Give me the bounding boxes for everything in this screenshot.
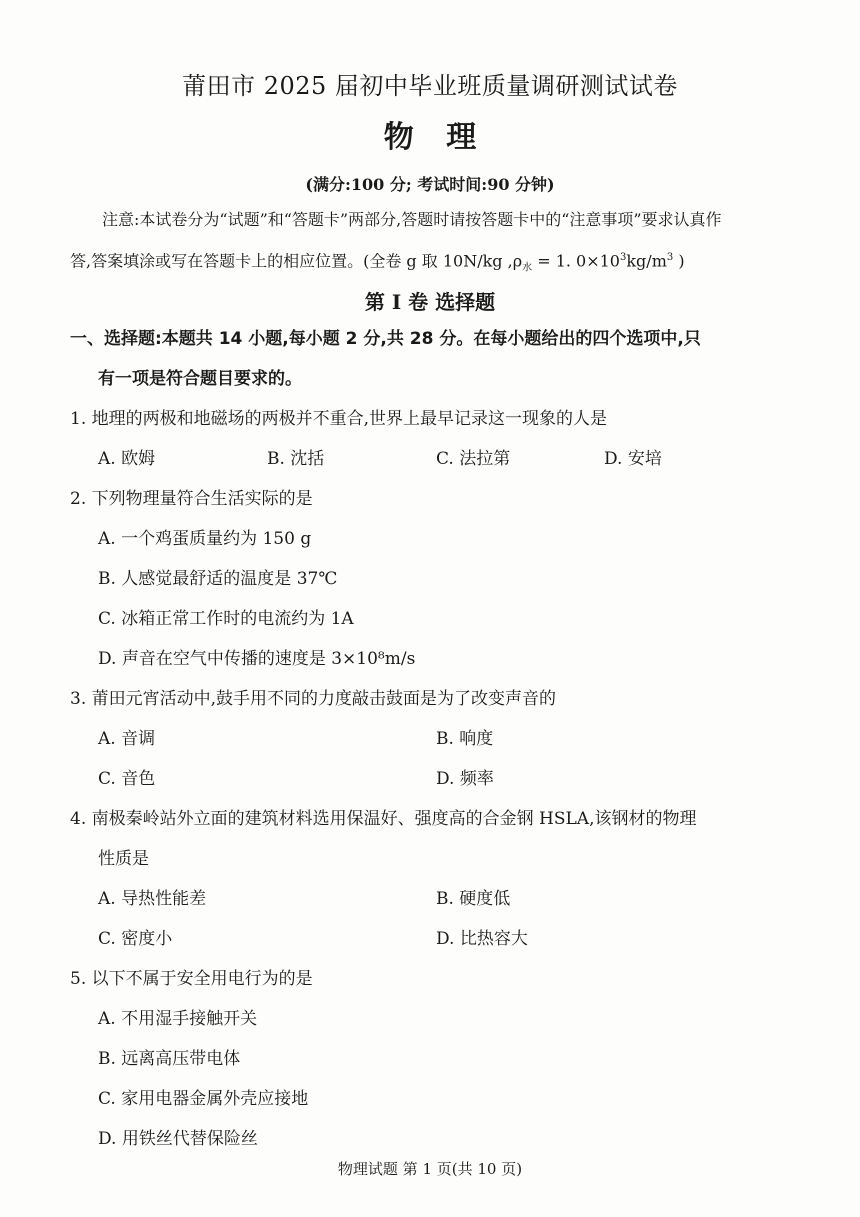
notice-line-2-prefix: 答,答案填涂或写在答题卡上的相应位置。(全卷 g 取 10N/kg ,ρ — [70, 251, 523, 271]
exam-meta: (满分:100 分; 考试时间:90 分钟) — [305, 175, 555, 194]
question-1-option-b: B. 沈括 — [267, 449, 325, 469]
notice-rho-subscript: 水 — [522, 262, 533, 274]
notice-line-2 — [70, 248, 792, 279]
question-4-stem-line-1: 4. 南极秦岭站外立面的建筑材料选用保温好、强度高的合金钢 HSLA,该钢材的物理 — [70, 809, 697, 829]
question-3-stem: 3. 莆田元宵活动中,鼓手用不同的力度敲击鼓面是为了改变声音的 — [70, 689, 557, 709]
page-footer: 物理试题 第 1 页(共 10 页) — [337, 1160, 523, 1178]
part-instruction-line-1: 一、选择题:本题共 14 小题,每小题 2 分,共 28 分。在每小题给出的四个选项中,只 — [70, 329, 701, 349]
question-2-option-d: D. 声音在空气中传播的速度是 3×10⁸m/s — [98, 649, 416, 669]
question-4-option-c: C. 密度小 — [98, 929, 173, 949]
notice-line-2-mid: = 1. 0×10 — [532, 251, 620, 271]
notice-unit: kg/m — [626, 251, 667, 271]
question-1-stem: 1. 地理的两极和地磁场的两极并不重合,世界上最早记录这一现象的人是 — [70, 409, 608, 429]
question-2-option-a: A. 一个鸡蛋质量约为 150 g — [98, 529, 312, 549]
notice-unit-exponent: 3 — [666, 252, 674, 263]
question-5-option-d: D. 用铁丝代替保险丝 — [98, 1129, 258, 1149]
question-5-option-a: A. 不用湿手接触开关 — [98, 1009, 258, 1029]
notice-line-2-end: ) — [673, 251, 685, 271]
section-heading: 第 I 卷 选择题 — [364, 290, 496, 314]
notice-line-1: 注意:本试卷分为“试题”和“答题卡”两部分,答题时请按答题卡中的“注意事项”要求认真作 — [102, 210, 722, 229]
question-1-option-a: A. 欧姆 — [98, 449, 156, 469]
question-1-option-d: D. 安培 — [604, 449, 662, 469]
question-5-option-b: B. 远离高压带电体 — [98, 1049, 241, 1069]
question-3-option-b: B. 响度 — [436, 729, 494, 749]
question-4-stem-line-2: 性质是 — [98, 849, 149, 869]
question-5-stem: 5. 以下不属于安全用电行为的是 — [70, 969, 313, 989]
question-1-option-c: C. 法拉第 — [436, 449, 511, 469]
exam-title: 莆田市 2025 届初中毕业班质量调研测试试卷 — [182, 72, 678, 100]
subject-title: 物 理 — [383, 120, 477, 155]
question-2-stem: 2. 下列物理量符合生活实际的是 — [70, 489, 313, 509]
notice-exponent: 3 — [619, 252, 627, 263]
question-3-option-a: A. 音调 — [98, 729, 156, 749]
question-2-option-c: C. 冰箱正常工作时的电流约为 1A — [98, 609, 354, 629]
question-4-option-d: D. 比热容大 — [436, 929, 528, 949]
question-3-option-d: D. 频率 — [436, 769, 494, 789]
question-4-option-a: A. 导热性能差 — [98, 889, 207, 909]
part-instruction-line-2: 有一项是符合题目要求的。 — [98, 369, 302, 389]
question-2-option-b: B. 人感觉最舒适的温度是 37℃ — [98, 569, 338, 589]
question-5-option-c: C. 家用电器金属外壳应接地 — [98, 1089, 309, 1109]
question-4-option-b: B. 硬度低 — [436, 889, 511, 909]
question-3-option-c: C. 音色 — [98, 769, 156, 789]
